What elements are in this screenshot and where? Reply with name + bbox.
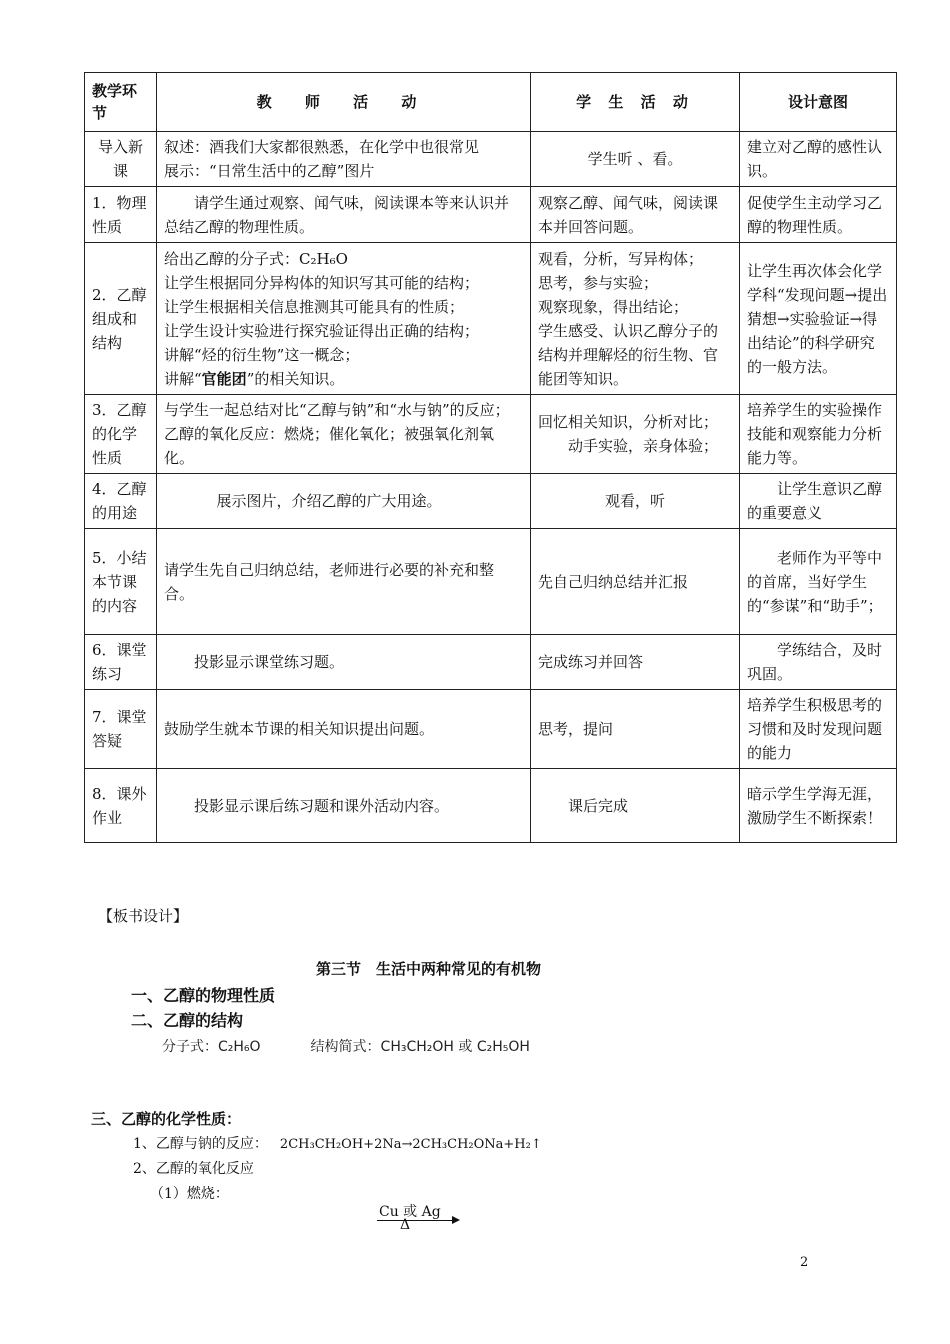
teacher-cell: 请学生通过观察、闻气味，阅读课本等来认识并总结乙醇的物理性质。 <box>157 187 531 243</box>
stage-cell: 8．课外作业 <box>85 769 157 843</box>
teacher-cell: 与学生一起总结对比“乙醇与钠”和“水与钠”的反应；乙醇的氧化反应：燃烧；催化氧化；被强氧化剂氧化。 <box>157 395 531 474</box>
board-item-structure: 二、乙醇的结构 <box>131 1011 244 1030</box>
teacher-cell: 展示图片，介绍乙醇的广大用途。 <box>157 474 531 529</box>
table-row <box>85 635 897 690</box>
table-row <box>85 474 897 529</box>
stage-cell: 1．物理性质 <box>85 187 157 243</box>
teacher-cell: 投影显示课后练习题和课外活动内容。 <box>157 769 531 843</box>
teacher-cell: 鼓励学生就本节课的相关知识提出问题。 <box>157 690 531 769</box>
student-cell: 观看，听 <box>531 474 740 529</box>
student-line: 思考，参与实验； <box>538 273 659 292</box>
stage-cell: 5．小结本节课的内容 <box>85 529 157 635</box>
design-cell: 老师作为平等中的首席，当好学生的“参谋”和“助手”； <box>740 529 897 635</box>
teacher-line: 让学生设计实验进行探究验证得出正确的结构； <box>164 321 480 340</box>
student-cell: 思考，提问 <box>531 690 740 769</box>
design-cell: 让学生再次体会化学学科“发现问题→提出猜想→实验验证→得出结论”的科学研究的一般方法。 <box>740 243 897 395</box>
header-stage: 教学环节 <box>85 73 157 132</box>
teacher-cell: 请学生先自己归纳总结，老师进行必要的补充和整合。 <box>157 529 531 635</box>
teacher-line: 展示：“日常生活中的乙醇”图片 <box>164 162 375 180</box>
student-line: 学生感受、认识乙醇分子的结构并理解烃的衍生物、官能团等知识。 <box>538 321 719 388</box>
design-cell: 暗示学生学海无涯，激励学生不断探索！ <box>740 769 897 843</box>
reaction-arrow <box>377 1220 455 1221</box>
table-row <box>85 132 897 187</box>
teacher-cell: 投影显示课堂练习题。 <box>157 635 531 690</box>
teacher-line: 让学生根据相关信息推测其可能具有的性质； <box>164 297 465 316</box>
student-line: 回忆相关知识，分析对比； <box>538 413 719 431</box>
catalyst-condition: Cu 或 Ag <box>379 1204 441 1220</box>
design-cell: 培养学生积极思考的习惯和及时发现问题的能力 <box>740 690 897 769</box>
table-row <box>85 529 897 635</box>
teacher-line: 让学生根据同分异构体的知识写其可能的结构； <box>164 273 480 292</box>
formula-line <box>162 1036 530 1056</box>
design-cell: 促使学生主动学习乙醇的物理性质。 <box>740 187 897 243</box>
teacher-line: 叙述：酒我们大家都很熟悉，在化学中也很常见 <box>164 138 480 156</box>
student-cell: 学生听 、看。 <box>531 132 740 187</box>
reaction-label: 1、乙醇与钠的反应： <box>133 1136 268 1152</box>
student-line: 观察现象，得出结论； <box>538 297 689 316</box>
table-row <box>85 690 897 769</box>
stage-cell: 3．乙醇的化学性质 <box>85 395 157 474</box>
structural-formula: 结构简式：CH₃CH₂OH 或 C₂H₅OH <box>310 1039 530 1055</box>
header-design-intent: 设计意图 <box>740 73 897 132</box>
page-number: 2 <box>800 1255 809 1270</box>
design-cell: 建立对乙醇的感性认识。 <box>740 132 897 187</box>
table-header-row <box>85 73 897 132</box>
teacher-line: 讲解“烃的衍生物”这一概念； <box>164 345 360 364</box>
table-row <box>85 395 897 474</box>
stage-cell: 6．课堂练习 <box>85 635 157 690</box>
board-item-physical-properties: 一、乙醇的物理性质 <box>131 986 276 1005</box>
design-cell: 让学生意识乙醇的重要意义 <box>740 474 897 529</box>
stage-cell: 4．乙醇的用途 <box>85 474 157 529</box>
heat-condition: Δ <box>400 1217 411 1233</box>
table-row <box>85 243 897 395</box>
design-cell: 学练结合，及时巩固。 <box>740 635 897 690</box>
teacher-line <box>164 367 523 391</box>
teacher-cell <box>157 132 531 187</box>
student-cell <box>531 243 740 395</box>
oxidation-reaction-label: 2、乙醇的氧化反应 <box>133 1161 254 1177</box>
reaction-equation: 2CH₃CH₂OH+2Na→2CH₃CH₂ONa+H₂↑ <box>279 1137 542 1152</box>
student-cell: 观察乙醇、闻气味，阅读课本并回答问题。 <box>531 187 740 243</box>
section-title: 第三节 生活中两种常见的有机物 <box>316 960 542 978</box>
combustion-label: （1）燃烧： <box>150 1186 229 1202</box>
student-line: 观看，分析，写异构体； <box>538 249 704 268</box>
stage-cell: 7．课堂答疑 <box>85 690 157 769</box>
teacher-line: 给出乙醇的分子式：C₂H₆O <box>164 249 348 268</box>
student-line: 动手实验，亲身体验； <box>568 437 719 455</box>
arrow-head-icon <box>452 1216 460 1224</box>
student-cell: 课后完成 <box>531 769 740 843</box>
text-fragment: ”的相关知识。 <box>246 369 345 388</box>
board-design-heading: 【板书设计】 <box>98 907 189 925</box>
table-row <box>85 769 897 843</box>
header-student-activity: 学 生 活 动 <box>531 73 740 132</box>
design-cell: 培养学生的实验操作技能和观察能力分析能力等。 <box>740 395 897 474</box>
board-item-chemical-properties: 三、乙醇的化学性质： <box>91 1110 242 1128</box>
student-cell <box>531 395 740 474</box>
stage-cell: 导入新课 <box>85 132 157 187</box>
reaction-with-sodium <box>133 1133 542 1153</box>
student-cell: 完成练习并回答 <box>531 635 740 690</box>
molecular-formula: 分子式：C₂H₆O <box>162 1039 261 1055</box>
table-row <box>85 187 897 243</box>
teacher-cell <box>157 243 531 395</box>
lesson-plan-table <box>84 72 897 843</box>
keyword-functional-group: 官能团 <box>201 369 247 388</box>
stage-cell: 2．乙醇组成和结构 <box>85 243 157 395</box>
header-teacher-activity: 教 师 活 动 <box>157 73 531 132</box>
text-fragment: 讲解“ <box>164 369 202 388</box>
student-cell: 先自己归纳总结并汇报 <box>531 529 740 635</box>
